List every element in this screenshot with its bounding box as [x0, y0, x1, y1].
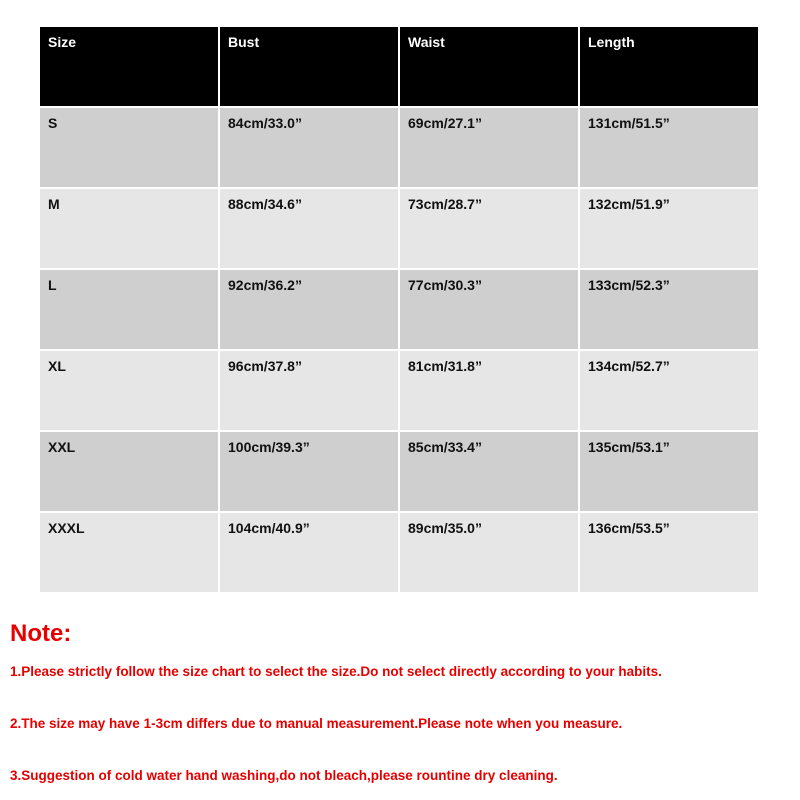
cell-bust: 100cm/39.3”	[219, 431, 399, 512]
cell-length: 132cm/51.9”	[579, 188, 759, 269]
note-title: Note:	[10, 620, 72, 647]
table-row	[39, 188, 759, 269]
cell-size: XXXL	[39, 512, 219, 593]
cell-size: XXL	[39, 431, 219, 512]
cell-waist: 81cm/31.8”	[399, 350, 579, 431]
header-waist: Waist	[399, 26, 579, 107]
note-line-1: 1.Please strictly follow the size chart to select the size.Do not select directly according to your habits.	[10, 664, 662, 679]
cell-waist: 73cm/28.7”	[399, 188, 579, 269]
header-length: Length	[579, 26, 759, 107]
cell-length: 131cm/51.5”	[579, 107, 759, 188]
cell-size: S	[39, 107, 219, 188]
table-header-row	[39, 26, 759, 107]
cell-size: XL	[39, 350, 219, 431]
cell-bust: 88cm/34.6”	[219, 188, 399, 269]
note-line-2: 2.The size may have 1-3cm differs due to manual measurement.Please note when you measure.	[10, 716, 623, 731]
table-row	[39, 269, 759, 350]
cell-waist: 77cm/30.3”	[399, 269, 579, 350]
cell-length: 134cm/52.7”	[579, 350, 759, 431]
cell-bust: 84cm/33.0”	[219, 107, 399, 188]
cell-waist: 69cm/27.1”	[399, 107, 579, 188]
cell-waist: 85cm/33.4”	[399, 431, 579, 512]
cell-size: L	[39, 269, 219, 350]
cell-bust: 92cm/36.2”	[219, 269, 399, 350]
cell-waist: 89cm/35.0”	[399, 512, 579, 593]
cell-length: 135cm/53.1”	[579, 431, 759, 512]
header-bust: Bust	[219, 26, 399, 107]
cell-bust: 96cm/37.8”	[219, 350, 399, 431]
table-row	[39, 350, 759, 431]
note-section	[10, 620, 790, 800]
cell-length: 133cm/52.3”	[579, 269, 759, 350]
table-row	[39, 512, 759, 593]
size-chart-table	[38, 25, 760, 594]
table-row	[39, 431, 759, 512]
header-size: Size	[39, 26, 219, 107]
table-row	[39, 107, 759, 188]
cell-size: M	[39, 188, 219, 269]
note-line-3: 3.Suggestion of cold water hand washing,do not bleach,please rountine dry cleaning.	[10, 768, 558, 783]
cell-bust: 104cm/40.9”	[219, 512, 399, 593]
cell-length: 136cm/53.5”	[579, 512, 759, 593]
